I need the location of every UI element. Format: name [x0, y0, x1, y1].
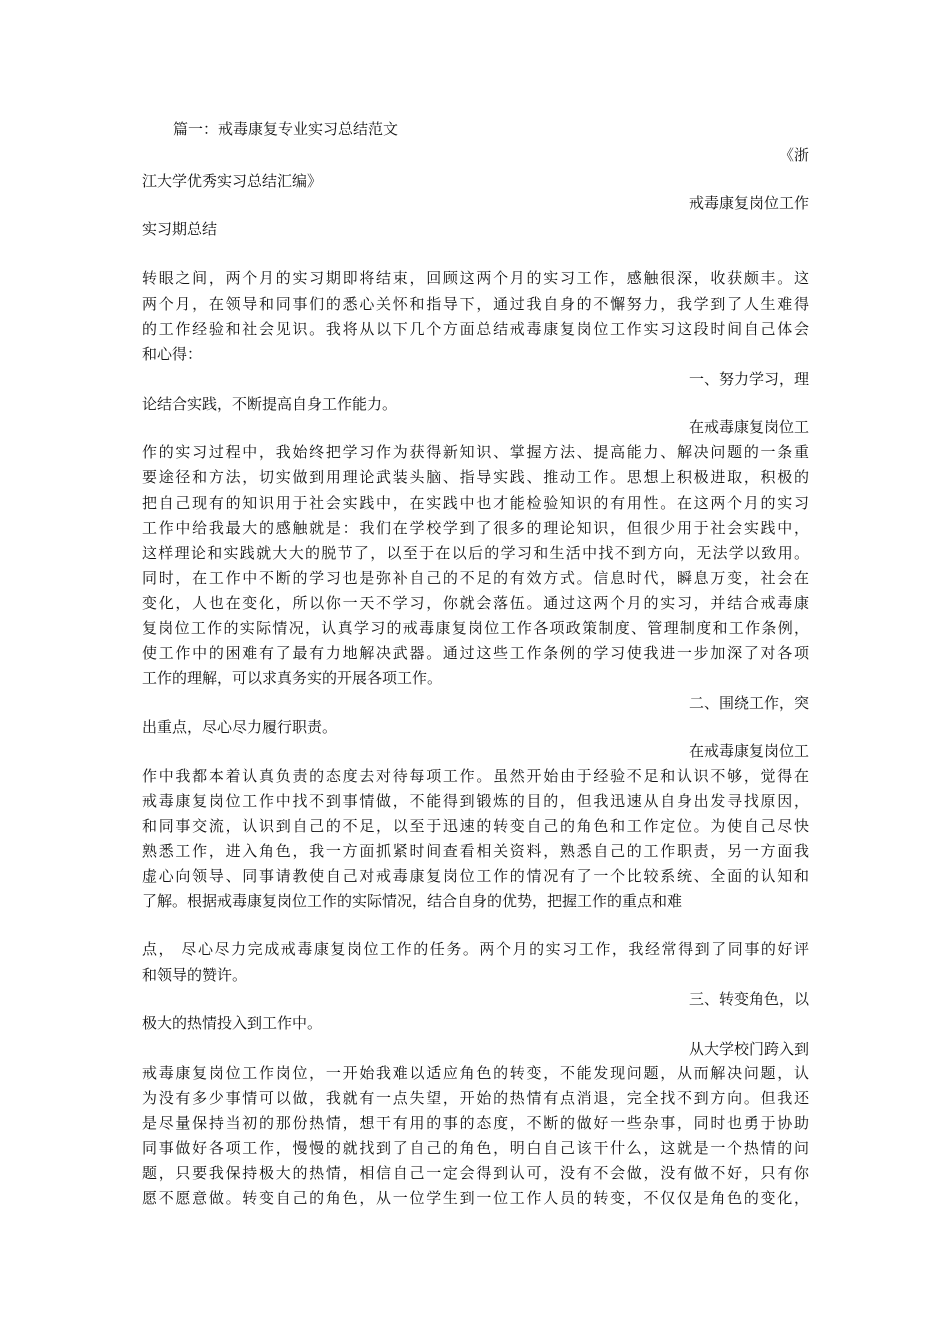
paragraph-line: 转眼之间，两个月的实习期即将结束，回顾这两个月的实习工作，感触很深，收获颇丰。这 [142, 269, 809, 287]
section-heading-end: 极大的热情投入到工作中。 [142, 1014, 323, 1032]
paragraph-line: 愿不愿意做。转变自己的角色，从一位学生到一位工作人员的转变，不仅仅是角色的变化， [142, 1189, 809, 1207]
paragraph-line: 题，只要我保持极大的热情，相信自己一定会得到认可，没有不会做，没有做不好，只有你 [142, 1164, 809, 1182]
paragraph-line: 要途径和方法，切实做到用理论武装头脑、指导实践、推动工作。思想上积极进取，积极的 [142, 468, 809, 486]
collection-title-start: 《浙 [778, 146, 809, 164]
paragraph-line: 虚心向领导、同事请教使自己对戒毒康复岗位工作的情况有了一个比较系统、全面的认知和 [142, 867, 809, 885]
paragraph-line: 把自己现有的知识用于社会实践中，在实践中也才能检验知识的有用性。在这两个月的实习 [142, 494, 809, 512]
section-lead: 从大学校门跨入到 [688, 1040, 809, 1058]
section-heading-end: 论结合实践，不断提高自身工作能力。 [142, 395, 398, 413]
paragraph-line: 戒毒康复岗位工作中找不到事情做，不能得到锻炼的目的，但我迅速从自身出发寻找原因， [142, 792, 809, 810]
section-lead: 在戒毒康复岗位工 [688, 742, 809, 760]
paragraph-line: 戒毒康复岗位工作岗位，一开始我难以适应角色的转变，不能发现问题，从而解决问题，认 [142, 1064, 809, 1082]
paragraph-line: 同事做好各项工作，慢慢的就找到了自己的角色，明白自己该干什么，这就是一个热情的问 [142, 1139, 809, 1157]
collection-title-end: 江大学优秀实习总结汇编》 [142, 172, 323, 190]
section-lead: 在戒毒康复岗位工 [688, 418, 809, 436]
section-heading-start: 三、转变角色，以 [688, 990, 809, 1008]
paragraph-line: 和同事交流，认识到自己的不足，以至于迅速的转变自己的角色和工作定位。为使自己尽快 [142, 817, 809, 835]
paragraph-line: 同时，在工作中不断的学习也是弥补自己的不足的有效方式。信息时代，瞬息万变，社会在 [142, 569, 809, 587]
subtitle-start: 戒毒康复岗位工作 [688, 194, 809, 212]
paragraph-line: 点， 尽心尽力完成戒毒康复岗位工作的任务。两个月的实习工作，我经常得到了同事的好评 [142, 940, 809, 958]
section-heading-start: 一、努力学习，理 [688, 370, 809, 388]
paragraph-line: 复岗位工作的实际情况，认真学习的戒毒康复岗位工作各项政策制度、管理制度和工作条例， [142, 619, 809, 637]
paragraph-line: 了解。根据戒毒康复岗位工作的实际情况，结合自身的优势，把握工作的重点和难 [142, 892, 683, 910]
paragraph-line: 使工作中的困难有了最有力地解决武器。通过这些工作条例的学习使我进一步加深了对各项 [142, 644, 809, 662]
section-heading-end: 出重点，尽心尽力履行职责。 [142, 718, 338, 736]
article-title: 篇一：戒毒康复专业实习总结范文 [173, 120, 399, 138]
paragraph-line: 变化，人也在变化，所以你一天不学习，你就会落伍。通过这两个月的实习，并结合戒毒康 [142, 594, 809, 612]
paragraph-line: 的工作经验和社会见识。我将从以下几个方面总结戒毒康复岗位工作实习这段时间自己体会 [142, 320, 809, 338]
paragraph-line: 和心得： [142, 345, 203, 363]
subtitle-end: 实习期总结 [142, 220, 218, 238]
paragraph-line: 熟悉工作，进入角色，我一方面抓紧时间查看相关资料，熟悉自己的工作职责，另一方面我 [142, 842, 809, 860]
section-heading-start: 二、围绕工作，突 [688, 694, 809, 712]
paragraph-line: 工作中给我最大的感触就是：我们在学校学到了很多的理论知识，但很少用于社会实践中， [142, 519, 809, 537]
paragraph-line: 是尽量保持当初的那份热情，想干有用的事的态度，不断的做好一些杂事，同时也勇于协助 [142, 1114, 809, 1132]
paragraph-line: 和领导的赞许。 [142, 966, 248, 984]
paragraph-line: 工作的理解，可以求真务实的开展各项工作。 [142, 669, 443, 687]
paragraph-line: 作中我都本着认真负责的态度去对待每项工作。虽然开始由于经验不足和认识不够，觉得在 [142, 767, 809, 785]
paragraph-line: 这样理论和实践就大大的脱节了，以至于在以后的学习和生活中找不到方向，无法学以致用。 [142, 544, 809, 562]
paragraph-line: 作的实习过程中，我始终把学习作为获得新知识、掌握方法、提高能力、解决问题的一条重 [142, 443, 809, 461]
paragraph-line: 为没有多少事情可以做，我就有一点失望，开始的热情有点消退，完全找不到方向。但我还 [142, 1089, 809, 1107]
paragraph-line: 两个月，在领导和同事们的悉心关怀和指导下，通过我自身的不懈努力，我学到了人生难得 [142, 295, 809, 313]
